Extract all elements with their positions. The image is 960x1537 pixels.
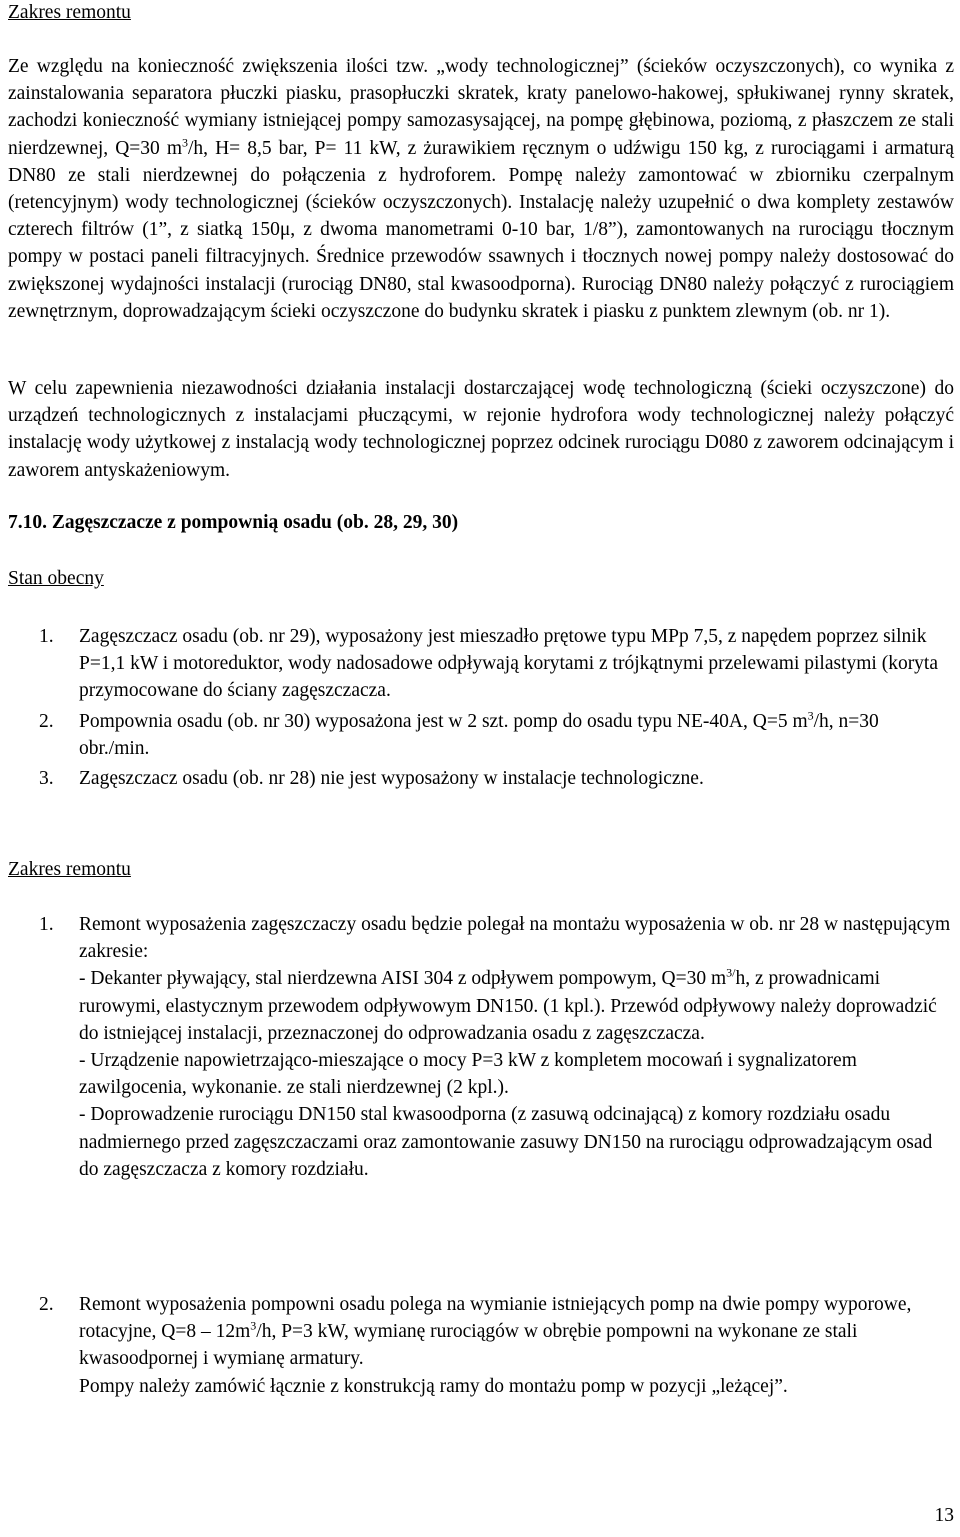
list-number: 3. (39, 768, 54, 790)
list-item (39, 765, 954, 792)
list-text (79, 1291, 954, 1373)
list-text-a: Remont wyposażenia pompowni osadu polega na wymianie istniejących pomp na dwie pompy wyporowe, rotacyjne, Q=8 – 12m (79, 1294, 912, 1343)
list-number: 2. (39, 710, 54, 732)
bullet-text-a: - Dekanter pływający, stal nierdzewna AISI 304 z odpływem pompowym, Q=30 m (79, 968, 727, 990)
list-text-b: /h, n=30 obr./min. (79, 710, 879, 759)
list-text-b: /h, P=3 kW, wymianę rurociągów w obrębie pompowni na wykonane ze stali kwasoodpornej i wymianę armatury. (79, 1321, 858, 1370)
subheading-stan-obecny: Stan obecny (8, 568, 104, 589)
paragraph-text: Ze względu na konieczność zwiększenia ilości tzw. „wody technologicznej” (ścieków oczyszczonych), co wynika z zainstalowania separatora płuczki piasku, prasopłuczki skratek, kraty panelowo-hakowej, spłukiwanej rynny skratek, zachodzi konieczność wymiany istniejącej pompy samozasysającej, na pompę głębinowa, poziomą, z płaszczem ze stali nierdzewnej, Q=30 m (8, 56, 954, 159)
repair-scope-list (8, 911, 954, 1183)
bullet-dekanter (79, 965, 954, 1047)
section-heading-zakres-remontu-2: Zakres remontu (8, 859, 131, 880)
list-item (39, 1291, 954, 1400)
section-heading-zakres-remontu: Zakres remontu (8, 2, 131, 23)
superscript: 3/ (726, 965, 736, 980)
list-number: 1. (39, 626, 54, 647)
list-text: Remont wyposażenia zagęszczaczy osadu będzie polegał na montażu wyposażenia w ob. nr 28 w następującym zakresie: (79, 914, 951, 963)
superscript: 3 (182, 135, 188, 150)
list-item (39, 708, 954, 762)
bullet-text-b: h, z prowadnicami rurowymi, elastycznym przewodem odpływowym DN150. (1 kpl.). Przewód odpływowy należy doprowadzić do istniejącej instalacji, przeznaczonej do odprowadzania osadu z zagęszczacza. (79, 968, 937, 1044)
list-text (79, 708, 954, 762)
paragraph-pump-replacement (8, 53, 954, 325)
list-text: Zagęszczacz osadu (ob. nr 28) nie jest wyposażony w instalacje technologiczne. (79, 768, 704, 790)
page-number: 13 (934, 1504, 954, 1526)
list-number: 1. (39, 914, 54, 935)
bullet-aerator: - Urządzenie napowietrzająco-mieszające o mocy P=3 kW z kompletem mocowań i sygnalizatorem zawilgocenia, wykonanie. ze stali nierdzewnej (2 kpl.). (79, 1050, 857, 1099)
superscript: 3 (807, 708, 814, 723)
list-text-a: Pompownia osadu (ob. nr 30) wyposażona jest w 2 szt. pomp do osadu typu NE-40A, Q=5 m (79, 710, 808, 732)
current-state-list (8, 623, 954, 792)
paragraph-text-rest: /h, H= 8,5 bar, P= 11 kW, z żurawikiem ręcznym o udźwigu 150 kg, z rurociągami i armaturą DN80 ze stali nierdzewnej do połączenia z hydroforem. Pompę należy zamontować w zbiorniku czerpalnym (retencyjnym) wody technologicznej (ścieków oczyszczonych). Instalację należy uzupełnić o dwa komplety zestawów czterech filtrów (1”, z siatką 150μ, z dwoma manometrami 0-10 bar, 1/8”), zamontowanych na rurociągu tłocznym pompy w postaci paneli filtracyjnych. Średnice przewodów ssawnych i tłocznych nowej pompy należy dostosować do zwiększonej wydajności instalacji (rurociąg DN80, stal kwasoodporna). Rurociąg DN80 należy połączyć z rurociągiem zewnętrznym, doprowadzającym ścieki oczyszczone do budynku skratek i piasku z punktem zlewnym (ob. nr 1). (8, 137, 954, 322)
list-text-c: Pompy należy zamówić łącznie z konstrukcją ramy do montażu pomp w pozycji „leżącej”. (79, 1375, 788, 1397)
list-item (39, 623, 954, 705)
superscript: 3 (250, 1318, 257, 1333)
paragraph-backup-water: W celu zapewnienia niezawodności działania instalacji dostarczającej wodę technologiczną (ścieki oczyszczone) do urządzeń technologicznych z instalacjami płuczącymi, w rejonie hydrofora wody technologicznej należy połączyć instalację wody użytkowej z instalacją wody technologicznej poprzez odcinek rurociągu D080 z zaworem odcinającym i zaworem antyskażeniowym. (8, 378, 954, 481)
list-text: Zagęszczacz osadu (ob. nr 29), wyposażony jest mieszadło prętowe typu MPp 7,5, z napędem poprzez silnik P=1,1 kW i motoreduktor, wody nadosadowe odpływają korytami z trójkątnymi przelewami pilastymi (koryta przymocowane do ściany zagęszczacza. (79, 626, 939, 702)
list-number: 2. (39, 1294, 54, 1315)
list-item (39, 911, 954, 1183)
section-title-7-10: 7.10. Zagęszczacze z pompownią osadu (ob. 28, 29, 30) (8, 512, 459, 533)
repair-scope-list-2 (8, 1291, 954, 1400)
bullet-pipeline: - Doprowadzenie rurociągu DN150 stal kwasoodporna (z zasuwą odcinającą) z komory rozdziału osadu nadmiernego przed zagęszczaczami oraz zamontowanie zasuwy DN150 na rurociągu odprowadzającym osad do zagęszczacza z komory rozdziału. (79, 1104, 933, 1180)
